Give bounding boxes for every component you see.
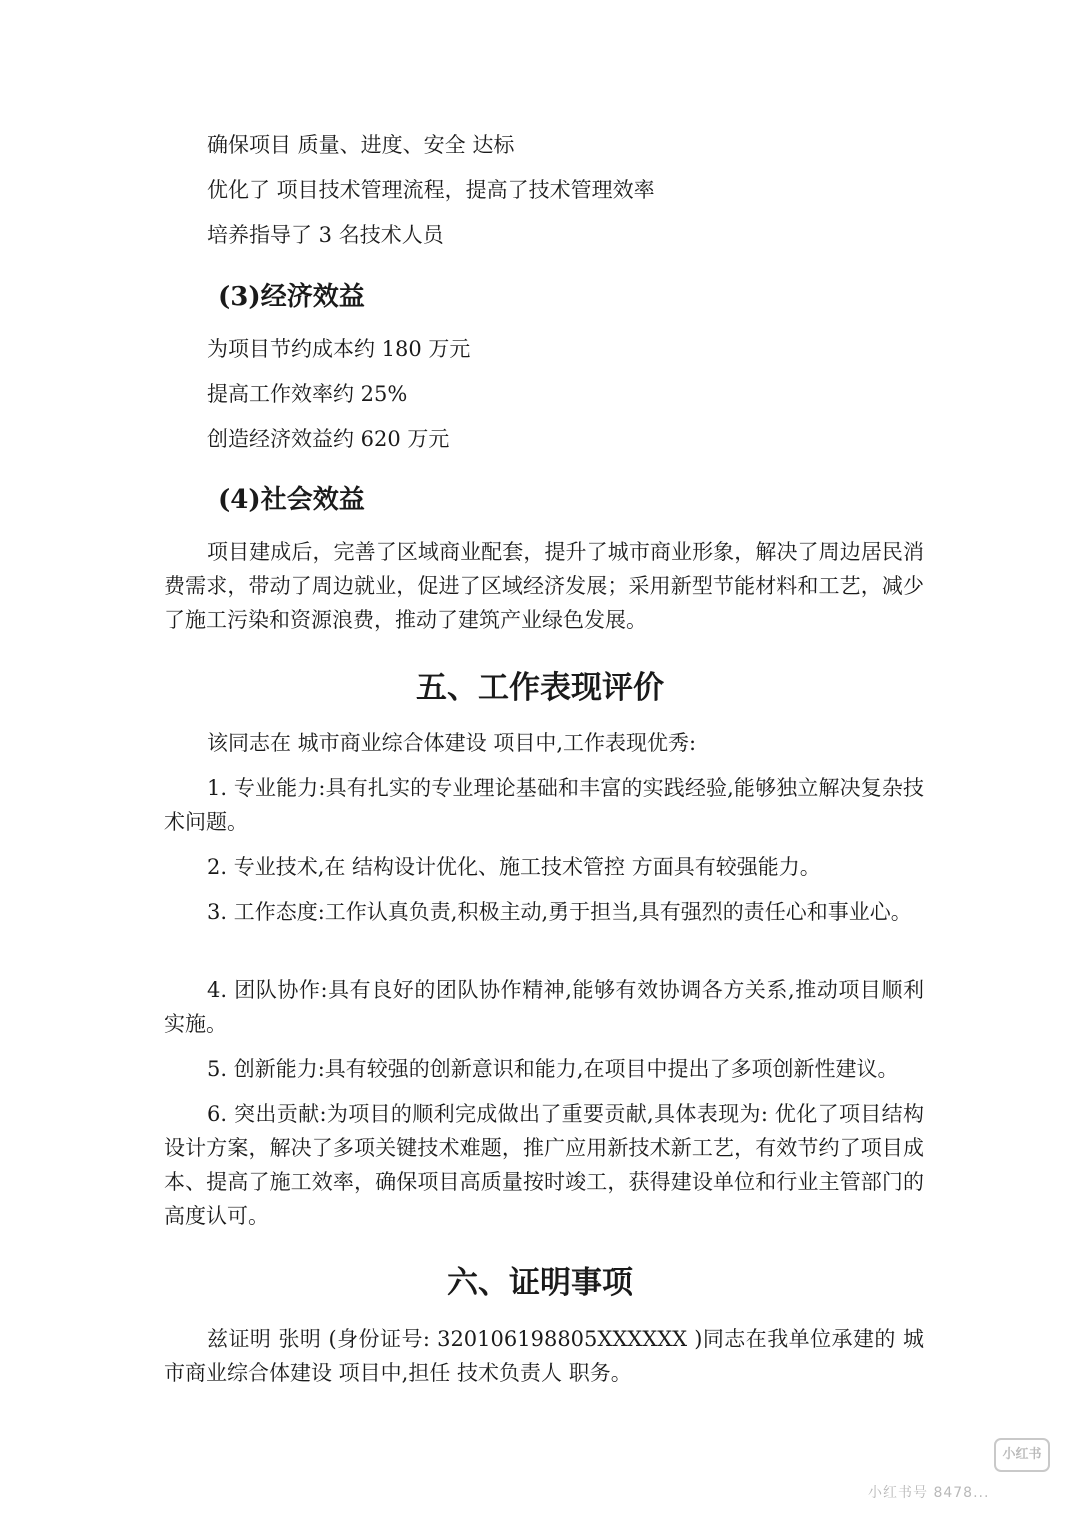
certification-paragraph: 兹证明 张明 (身份证号: 320106198805XXXXXX )同志在我单位承建的 城市商业综合体建设 项目中,担任 技术负责人 职务。 xyxy=(164,1327,924,1385)
watermark-logo: 小红书 xyxy=(994,1438,1050,1472)
evaluation-item: 2. 专业技术,在 结构设计优化、施工技术管控 方面具有较强能力。 xyxy=(207,855,821,879)
evaluation-item: 3. 工作态度:工作认真负责,积极主动,勇于担当,具有强烈的责任心和事业心。 xyxy=(207,900,912,924)
evaluation-item: 1. 专业能力:具有扎实的专业理论基础和丰富的实践经验,能够独立解决复杂技术问题。 xyxy=(164,776,924,834)
economic-item: 为项目节约成本约 180 万元 xyxy=(207,337,471,361)
achievement-item: 培养指导了 3 名技术人员 xyxy=(207,223,444,247)
section-heading-certification: 六、证明事项 xyxy=(447,1265,633,1301)
economic-item: 提高工作效率约 25% xyxy=(207,382,408,406)
evaluation-item: 5. 创新能力:具有较强的创新意识和能力,在项目中提出了多项创新性建议。 xyxy=(207,1057,899,1081)
economic-benefit-heading: (3)经济效益 xyxy=(218,282,365,312)
evaluation-intro: 该同志在 城市商业综合体建设 项目中,工作表现优秀: xyxy=(207,731,697,755)
social-benefit-heading: (4)社会效益 xyxy=(218,485,365,515)
achievement-item: 确保项目 质量、进度、安全 达标 xyxy=(207,133,515,157)
watermark-text: 小红书号 8478... xyxy=(868,1485,990,1501)
achievement-item: 优化了 项目技术管理流程，提高了技术管理效率 xyxy=(207,178,655,202)
evaluation-item: 6. 突出贡献:为项目的顺利完成做出了重要贡献,具体表现为: 优化了项目结构设计方案，解决了多项关键技术难题，推广应用新技术新工艺，有效节约了项目成本、提高了施工效率，确保项目高质量按时竣工，获得建设单位和行业主管部门的高度认可。 xyxy=(164,1102,924,1228)
section-heading-evaluation: 五、工作表现评价 xyxy=(416,670,664,706)
evaluation-item: 4. 团队协作:具有良好的团队协作精神,能够有效协调各方关系,推动项目顺利实施。 xyxy=(164,978,924,1036)
economic-item: 创造经济效益约 620 万元 xyxy=(207,427,450,451)
social-benefit-paragraph: 项目建成后，完善了区域商业配套，提升了城市商业形象，解决了周边居民消费需求，带动了周边就业，促进了区域经济发展；采用新型节能材料和工艺，减少了施工污染和资源浪费，推动了建筑产业绿色发展。 xyxy=(164,540,924,632)
